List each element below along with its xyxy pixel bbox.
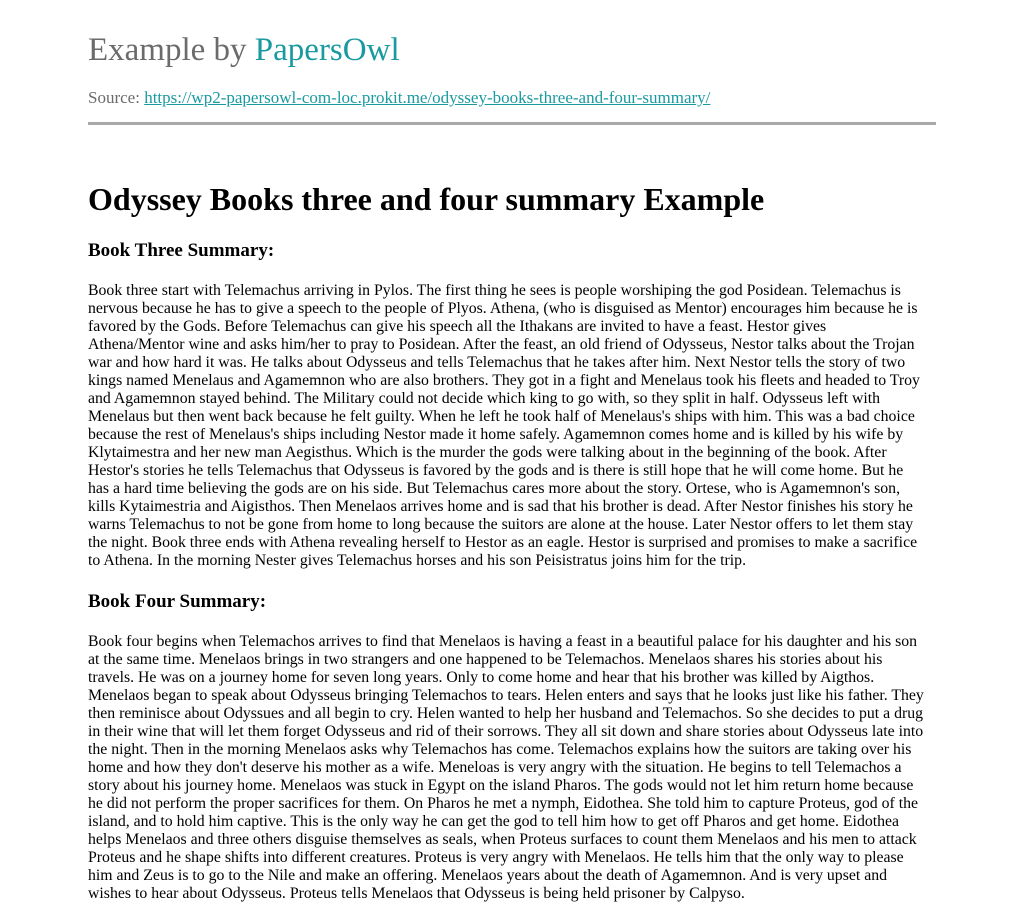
paragraph-line: because the rest of Menelaus's ships including Nestor made it home safely. Agamemnon comes home and is killed by his wife by [88,426,904,443]
paragraph-line: Athena/Mentor wine and asks him/her to pray to Posidean. After the feast, an old friend of Odysseus, Nestor talks about the Trojan [88,336,915,353]
brand-header [88,30,400,70]
paragraph-line: wishes to hear about Odysseus. Proteus tells Menelaos that Odysseus is being held prisoner by Calpyso. [88,885,745,902]
paragraph-line: Menelaos began to speak about Odysseus bringing Telemachos to tears. Helen enters and says that he looks just like his father. They [88,687,924,704]
paragraph-line: kings named Menelaus and Agamemnon who are also brothers. They got in a fight and Menelaus took his fleets and headed to Troy [88,372,920,389]
section-heading-book-four: Book Four Summary: [88,591,267,612]
paragraph-line: island, and to hold him captive. This is the only way he can get the god to tell him how to get off Pharos and get home. Eidothea [88,813,900,830]
paragraph-line: kills Kytaimestria and Aigisthos. Then Menelaos arrives home and is sad that his brother is dead. After Nestor finishes his story he [88,498,913,515]
header-divider [88,122,936,125]
paragraph-line: warns Telemachus to not be gone from home to long because the suitors are alone at the house. Later Nestor offers to let them stay [88,516,914,533]
paragraph-line: home and how they don't deserve his mother as a wife. Meneloas is very angry with the situation. He begins to tell Telemachos a [88,759,902,776]
paragraph-line: Menelaus but then went back because he felt guilty. When he left he took half of Menelaus's ships with him. This was a bad choice [88,408,915,425]
paragraph-line: Proteus and he shape shifts into different creatures. Proteus is very angry with Menelaos. He tells him that the only way to please [88,849,904,866]
source-link[interactable]: https://wp2-papersowl-com-loc.prokit.me/odyssey-books-three-and-four-summary/ [144,88,711,107]
paragraph-line: Hestor's stories he tells Telemachus that Odysseus is favored by the gods and is there is still hope that he will come home. But he [88,462,904,479]
paragraph-line: to Athena. In the morning Nester gives Telemachus horses and his son Peisistratus joins him for the trip. [88,552,747,569]
paragraph-line: the night. Book three ends with Athena revealing herself to Hestor as an eagle. Hestor is surprised and promises to make a sacrifice [88,534,918,551]
paragraph-line: favored by the Gods. Before Telemachus can give his speech all the Ithakans are invited to have a feast. Hestor gives [88,318,827,335]
brand-name: PapersOwl [254,32,400,68]
paragraph-line: him and Zeus is to go to the Nile and make an offering. Menelaos years about the death of Agamemnon. And is very upset and [88,867,888,884]
paragraph-line: and Agamemnon stayed behind. The Military could not decide which king to go with, so they split in half. Odysseus left with [88,390,881,407]
paragraph-line: Book four begins when Telemachos arrives to find that Menelaos is having a feast in a beautiful palace for his daughter and his son [88,633,918,650]
paragraph-line: has a hard time believing the gods are on his side. But Telemachus cares more about the story. Ortese, who is Agamemnon's son, [88,480,901,497]
brand-prefix: Example by [88,32,255,68]
paragraph-line: in their wine that will let them forget Odysseus and rid of their sorrows. They all sit down and share stories about Odysseus late into [88,723,924,740]
paragraph-line: then reminisce about Odyssues and all begin to cry. Helen wanted to help her husband and Telemachos. So she decides to put a drug [88,705,924,722]
page-title: Odyssey Books three and four summary Example [88,181,765,217]
source-label: Source: [88,88,145,107]
paragraph-line: travels. He was on a journey home for seven long years. Only to come home and hear that his brother was killed by Aigthos. [88,669,875,686]
paragraph-line: nervous because he has to give a speech to the people of Plyos. Athena, (who is disguised as Mentor) encourages him because he is [88,300,918,317]
paragraph-line: helps Menelaos and three others disguise themselves as seals, when Proteus surfaces to count them Menelaos and his men to attack [88,831,917,848]
paragraph-line: Book three start with Telemachus arriving in Pylos. The first thing he sees is people worshiping the god Posidean. Telemachus is [88,282,901,299]
paragraph-line: he did not perform the proper sacrifices for them. On Pharos he met a nymph, Eidothea. She told him to capture Proteus, god of the [88,795,919,812]
paragraph-line: at the same time. Menelaos brings in two strangers and one happened to be Telemachos. Menelaos shares his stories about his [88,651,883,668]
section-heading-book-three: Book Three Summary: [88,240,275,261]
paragraph-line: war and how hard it was. He talks about Odysseus and tells Telemachus that he takes after him. Next Nestor tells the story of two [88,354,906,371]
paragraph-line: Klytaimestra and her new man Aegisthus. Which is the murder the gods were talking about in the beginning of the book. After [88,444,887,461]
source-line [88,88,710,108]
paragraph-line: the night. Then in the morning Menelaos asks why Telemachos has come. Telemachos explains how the suitors are taking over his [88,741,912,758]
paragraph-line: story about his journey home. Menelaos was stuck in Egypt on the island Pharos. The gods would not let him return home because [88,777,914,794]
